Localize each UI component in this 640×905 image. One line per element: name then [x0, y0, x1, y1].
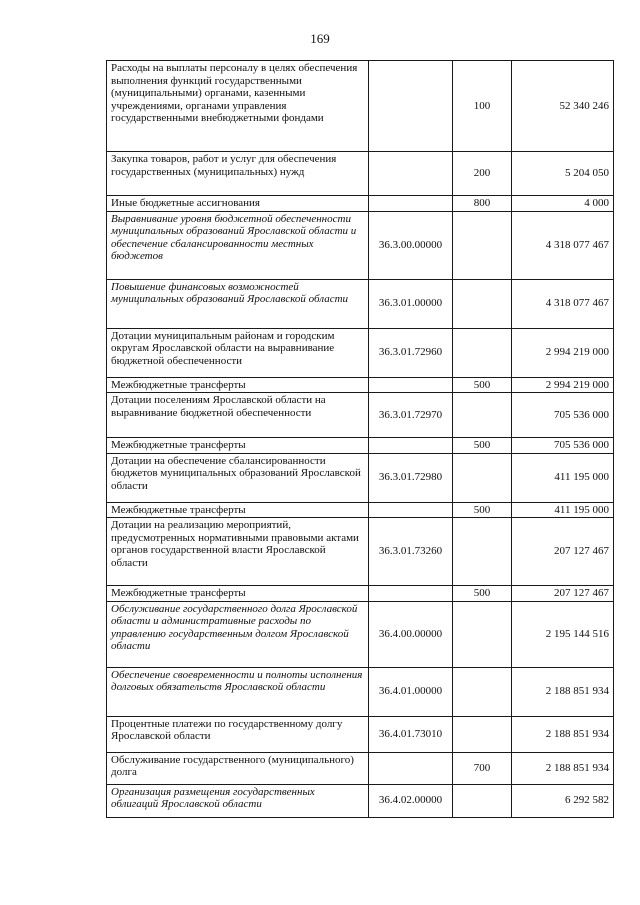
table-row: [107, 211, 614, 279]
table-row: [107, 716, 614, 752]
row-amount-cell: 411 195 000: [512, 453, 614, 502]
row-type-cell: [453, 328, 512, 377]
row-code-cell: 36.3.00.00000: [369, 211, 453, 279]
row-name-cell: Обеспечение своевременности и полноты исполнения долговых обязательств Ярославской области: [107, 667, 369, 716]
row-amount-cell: 4 318 077 467: [512, 279, 614, 328]
row-code-cell: 36.3.01.72960: [369, 328, 453, 377]
row-type-cell: 500: [453, 586, 512, 602]
row-name-cell: Организация размещения государственных облигаций Ярославской области: [107, 784, 369, 817]
row-amount-cell: 207 127 467: [512, 586, 614, 602]
table-row: [107, 328, 614, 377]
row-amount-cell: 705 536 000: [512, 393, 614, 438]
row-code-cell: 36.4.00.00000: [369, 601, 453, 667]
row-code-cell: [369, 61, 453, 152]
row-name-cell: Дотации на обеспечение сбалансированности бюджетов муниципальных образований Ярославской области: [107, 453, 369, 502]
row-code-cell: [369, 586, 453, 602]
table-row: [107, 667, 614, 716]
row-type-cell: 200: [453, 152, 512, 196]
row-name-cell: Дотации на реализацию мероприятий, предусмотренных нормативными правовыми актами органов государственной власти Ярославской области: [107, 518, 369, 586]
row-amount-cell: 2 188 851 934: [512, 716, 614, 752]
row-code-cell: [369, 196, 453, 212]
row-code-cell: 36.3.01.73260: [369, 518, 453, 586]
row-name-cell: Выравнивание уровня бюджетной обеспеченности муниципальных образований Ярославской области и обеспечение сбалансированности местных бюджетов: [107, 211, 369, 279]
table-row: [107, 279, 614, 328]
table-row: [107, 393, 614, 438]
row-name-cell: Межбюджетные трансферты: [107, 502, 369, 518]
row-amount-cell: 2 994 219 000: [512, 328, 614, 377]
row-amount-cell: 4 000: [512, 196, 614, 212]
row-code-cell: 36.3.01.72970: [369, 393, 453, 438]
table-row: [107, 152, 614, 196]
row-code-cell: [369, 152, 453, 196]
row-name-cell: Обслуживание государственного (муниципального) долга: [107, 752, 369, 784]
row-type-cell: [453, 211, 512, 279]
table-row: [107, 377, 614, 393]
row-type-cell: 500: [453, 377, 512, 393]
table-row: [107, 196, 614, 212]
row-amount-cell: 4 318 077 467: [512, 211, 614, 279]
row-name-cell: Закупка товаров, работ и услуг для обеспечения государственных (муниципальных) нужд: [107, 152, 369, 196]
row-amount-cell: 2 188 851 934: [512, 667, 614, 716]
row-code-cell: [369, 438, 453, 454]
row-amount-cell: 6 292 582: [512, 784, 614, 817]
row-type-cell: [453, 716, 512, 752]
row-amount-cell: 5 204 050: [512, 152, 614, 196]
row-amount-cell: 52 340 246: [512, 61, 614, 152]
row-code-cell: [369, 502, 453, 518]
row-name-cell: Дотации поселениям Ярославской области на выравнивание бюджетной обеспеченности: [107, 393, 369, 438]
row-name-cell: Процентные платежи по государственному долгу Ярославской области: [107, 716, 369, 752]
row-type-cell: 500: [453, 502, 512, 518]
row-name-cell: Дотации муниципальным районам и городским округам Ярославской области на выравнивание бюджетной обеспеченности: [107, 328, 369, 377]
table-row: [107, 61, 614, 152]
row-name-cell: Межбюджетные трансферты: [107, 586, 369, 602]
row-name-cell: Расходы на выплаты персоналу в целях обеспечения выполнения функций государственными (муниципальными) органами, казенными учреждениями, органами управления государственными внебюджетными фондами: [107, 61, 369, 152]
row-type-cell: 800: [453, 196, 512, 212]
row-type-cell: [453, 279, 512, 328]
row-code-cell: 36.3.01.00000: [369, 279, 453, 328]
table-row: [107, 453, 614, 502]
row-code-cell: 36.4.01.73010: [369, 716, 453, 752]
table-row: [107, 502, 614, 518]
page-number: 169: [310, 31, 330, 46]
row-code-cell: 36.4.02.00000: [369, 784, 453, 817]
row-name-cell: Межбюджетные трансферты: [107, 377, 369, 393]
row-code-cell: [369, 752, 453, 784]
row-amount-cell: 705 536 000: [512, 438, 614, 454]
row-code-cell: [369, 377, 453, 393]
row-type-cell: [453, 667, 512, 716]
table-body: [107, 61, 614, 818]
row-amount-cell: 2 195 144 516: [512, 601, 614, 667]
row-name-cell: Иные бюджетные ассигнования: [107, 196, 369, 212]
row-code-cell: 36.4.01.00000: [369, 667, 453, 716]
row-type-cell: [453, 453, 512, 502]
table-row: [107, 601, 614, 667]
table-row: [107, 752, 614, 784]
table-row: [107, 518, 614, 586]
row-code-cell: 36.3.01.72980: [369, 453, 453, 502]
row-name-cell: Обслуживание государственного долга Ярославской области и административные расходы по управлению государственным долгом Ярославской области: [107, 601, 369, 667]
row-type-cell: [453, 518, 512, 586]
row-name-cell: Межбюджетные трансферты: [107, 438, 369, 454]
table-row: [107, 438, 614, 454]
row-type-cell: 100: [453, 61, 512, 152]
row-type-cell: [453, 784, 512, 817]
row-name-cell: Повышение финансовых возможностей муниципальных образований Ярославской области: [107, 279, 369, 328]
table-row: [107, 586, 614, 602]
table-row: [107, 784, 614, 817]
row-type-cell: 700: [453, 752, 512, 784]
row-amount-cell: 207 127 467: [512, 518, 614, 586]
row-type-cell: [453, 393, 512, 438]
row-amount-cell: 2 188 851 934: [512, 752, 614, 784]
row-type-cell: [453, 601, 512, 667]
row-amount-cell: 411 195 000: [512, 502, 614, 518]
budget-table: [106, 60, 614, 818]
row-amount-cell: 2 994 219 000: [512, 377, 614, 393]
row-type-cell: 500: [453, 438, 512, 454]
